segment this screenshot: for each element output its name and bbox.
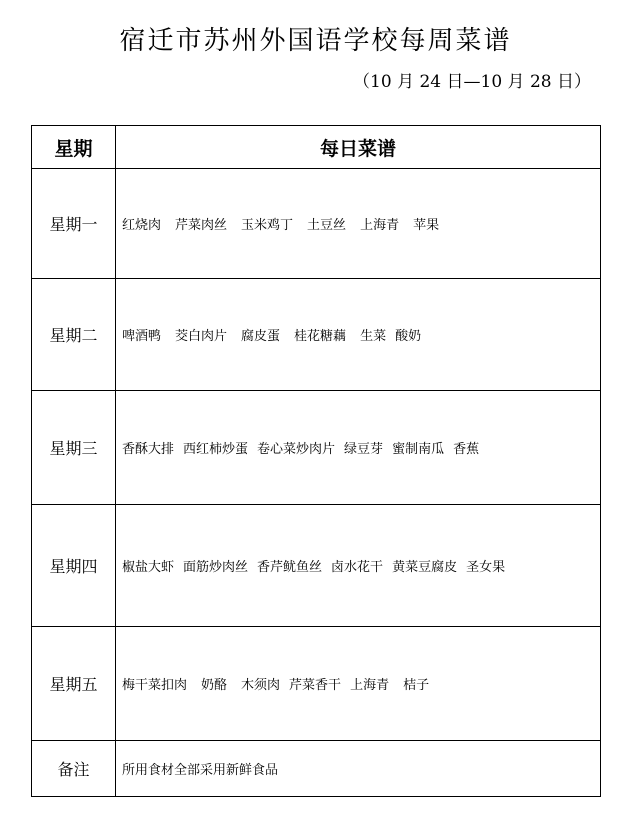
dish: 面筋炒肉丝	[183, 560, 249, 575]
menu-cell	[116, 279, 601, 391]
dish: 土豆丝	[307, 218, 347, 233]
date-range: （10 月 24 日—10 月 28 日）	[353, 72, 591, 92]
menu-cell	[116, 627, 601, 741]
note-label: 备注	[32, 741, 116, 797]
dish: 椒盐大虾	[122, 560, 175, 575]
day-cell: 星期三	[32, 391, 116, 505]
note-row	[32, 741, 601, 797]
table-header-row	[32, 126, 601, 169]
header-menu: 每日菜谱	[116, 126, 601, 169]
dish: 香酥大排	[122, 442, 175, 457]
dish: 卤水花干	[331, 560, 384, 575]
dish: 红烧肉	[122, 218, 162, 233]
table-row	[32, 169, 601, 279]
dish: 生菜	[360, 329, 387, 344]
dish: 卷心菜炒肉片	[257, 442, 336, 457]
note-text: 所用食材全部采用新鲜食品	[116, 741, 601, 797]
dish: 梅干菜扣肉	[122, 678, 188, 693]
weekly-menu-table	[31, 125, 601, 797]
dish: 桂花糖藕	[294, 329, 347, 344]
dish: 西红柿炒蛋	[183, 442, 249, 457]
dish: 玉米鸡丁	[241, 218, 294, 233]
dish: 腐皮蛋	[241, 329, 281, 344]
table-row	[32, 279, 601, 391]
dish: 桔子	[403, 678, 430, 693]
dish: 芹菜香干	[289, 678, 342, 693]
menu-cell	[116, 505, 601, 627]
menu-cell	[116, 391, 601, 505]
table-row	[32, 505, 601, 627]
dish: 苹果	[413, 218, 440, 233]
dish: 啤酒鸭	[122, 329, 162, 344]
dish: 上海青	[350, 678, 390, 693]
dish: 酸奶	[395, 329, 422, 344]
dish: 香芹鱿鱼丝	[257, 560, 323, 575]
dish: 茭白肉片	[175, 329, 228, 344]
dish: 圣女果	[466, 560, 506, 575]
header-day: 星期	[32, 126, 116, 169]
dish: 奶酪	[201, 678, 228, 693]
day-cell: 星期五	[32, 627, 116, 741]
dish: 香蕉	[453, 442, 480, 457]
dish: 绿豆芽	[344, 442, 384, 457]
table-row	[32, 391, 601, 505]
dish: 蜜制南瓜	[392, 442, 445, 457]
day-cell: 星期一	[32, 169, 116, 279]
dish: 木须肉	[241, 678, 281, 693]
day-cell: 星期二	[32, 279, 116, 391]
day-cell: 星期四	[32, 505, 116, 627]
menu-cell	[116, 169, 601, 279]
dish: 黄菜豆腐皮	[392, 560, 458, 575]
table-row	[32, 627, 601, 741]
page-title: 宿迁市苏州外国语学校每周菜谱	[119, 26, 512, 56]
dish: 上海青	[360, 218, 400, 233]
dish: 芹菜肉丝	[175, 218, 228, 233]
